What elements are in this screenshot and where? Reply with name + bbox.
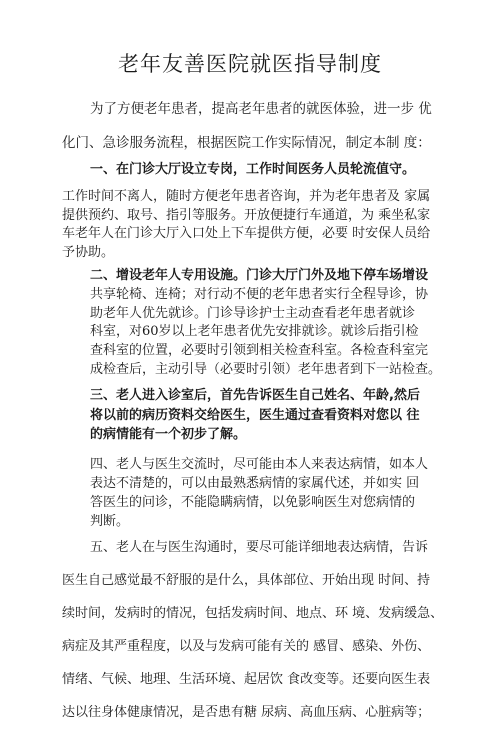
section-1-body	[62, 188, 447, 262]
section-2-line: 共享轮椅、连椅；对行动不便的老年患者实行全程导诊，协	[90, 286, 429, 302]
section-4-line: 表达不清楚的，可以由最熟悉病情的家属代述，并如实 回	[90, 476, 420, 491]
intro-line: 为了方便老年患者，提高老年患者的就医体验，进一步 优	[90, 101, 432, 117]
section-4-line: 判断。	[90, 514, 130, 529]
document-title: 老年友善医院就医指导制度	[118, 52, 382, 76]
section-3-line: 将以前的病历资料交给医生，医生通过查看资料对您以 往	[90, 407, 420, 423]
section-4	[90, 455, 460, 531]
section-1-heading	[90, 160, 450, 180]
section-5-line: 续时间，发病时的情况，包括发病时间、地点、环 境、发病缓急、	[62, 606, 444, 621]
section-1-line: 工作时间不离人，随时方便老年患者咨询，并为老年患者及 家属	[62, 189, 431, 204]
section-2	[90, 267, 460, 380]
section-1-line: 车老年人在门诊大厅入口处上下车提供方便，必要 时安保人员给	[62, 226, 431, 241]
section-3	[90, 386, 460, 445]
section-5-line: 达以往身体健康情况，是否患有糖 尿病、高血压病、心脏病等；	[62, 705, 431, 720]
section-4-line: 四、老人与医生交流时，尽可能由本人来表达病情，如本人	[90, 457, 429, 472]
section-5-line: 情绪、气候、地理、生活环境、起居饮 食改变等。还要向医生表	[62, 672, 431, 687]
section-3-line: 三、老人进入诊室后，首先告诉医生自己姓名、年龄,然后	[90, 388, 420, 403]
section-2-line: 查科室的位置，必要时引领到相关检查科室。各检查科室完	[90, 343, 429, 359]
section-5-line: 病症及其严重程度，以及与发病可能有关的 感冒、感染、外伤、	[62, 639, 431, 654]
section-1-line: 提供预约、取号、指引等服务。开放便捷行车通道，为 乘坐私家	[62, 207, 431, 223]
section-2-line: 科室，对60岁以上老年患者优先安排就诊。就诊后指引检	[90, 324, 419, 340]
section-1-line: 予协助。	[62, 244, 115, 260]
section-2-line: 助老年人优先就诊。门诊导诊护士主动查看老年患者就诊	[90, 305, 416, 321]
section-2-first-line: 二、增设老年人专用设施。门诊大厅门外及地下停车场增设	[90, 268, 429, 283]
intro-paragraph	[62, 92, 442, 160]
section-2-line	[90, 267, 460, 286]
section-2-line: 成检查后，主动引导（必要时引领）老年患者到下一站检查。	[90, 361, 442, 377]
section-5-line: 五、老人在与医生沟通时，要尽可能详细地表达病情，告诉	[90, 540, 429, 555]
section-3-line: 的病情能有一个初步了解。	[90, 427, 247, 442]
intro-line: 化门、急诊服务流程，根据医院工作实际情况，制定本制 度：	[62, 135, 431, 151]
section-4-line: 答医生的问诊，不能隐瞒病情，以免影响医生对您病情的	[90, 495, 416, 510]
section-5	[62, 531, 457, 729]
section-5-line: 医生自己感觉最不舒服的是什么，具体部位、开始出现 时间、持	[62, 573, 431, 588]
section-1-heading-text: 一、在门诊大厅设立专岗，工作时间医务人员轮流值守。	[90, 162, 416, 177]
